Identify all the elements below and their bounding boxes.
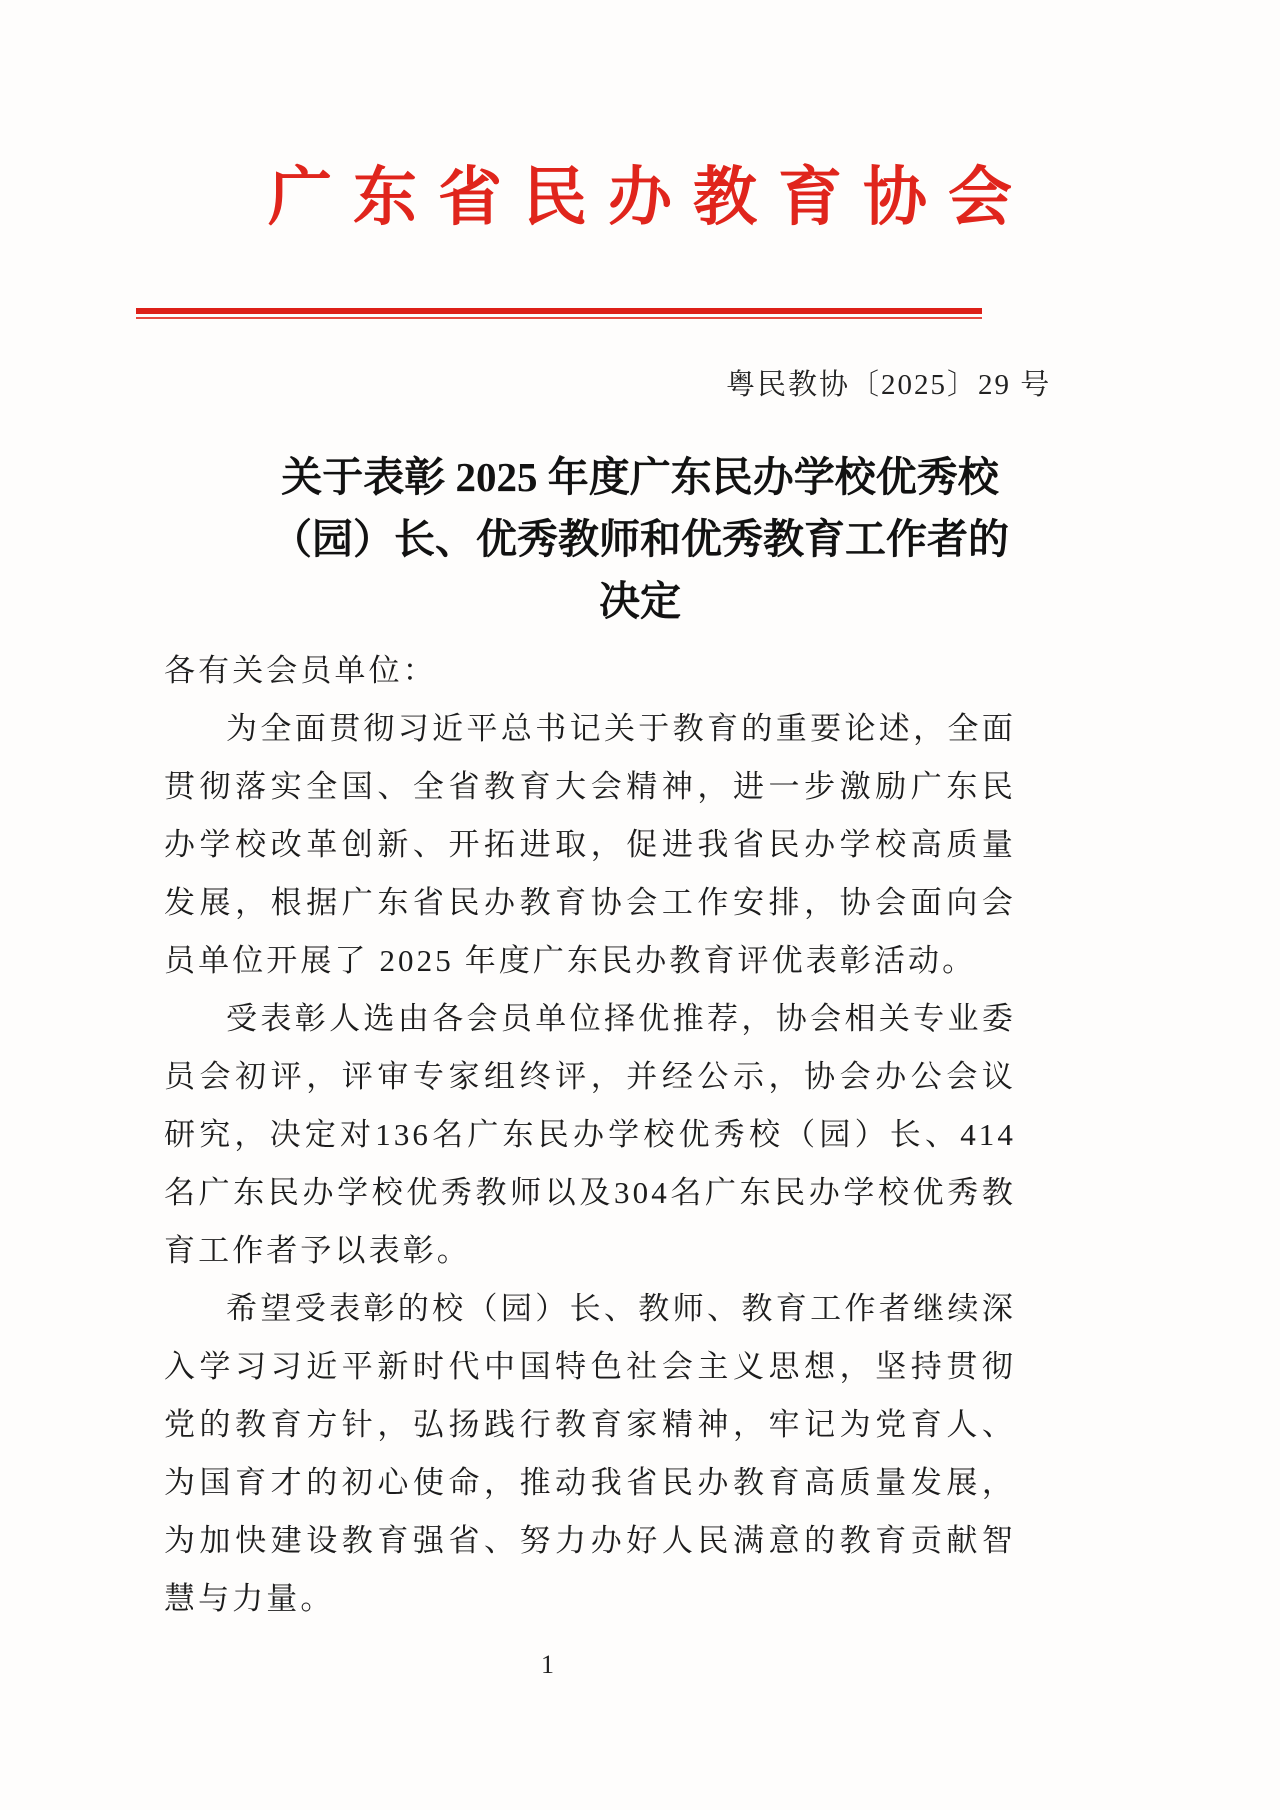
salutation: 各有关会员单位： xyxy=(164,653,437,688)
document-title-line-1: 关于表彰 2025 年度广东民办学校优秀校 xyxy=(281,454,999,500)
document-title-line-3: 决定 xyxy=(599,578,681,624)
document-body xyxy=(164,642,1016,1628)
page-number: 1 xyxy=(541,1650,554,1679)
letterhead-title: 广东省民办教育协会 xyxy=(268,162,1033,233)
document-title xyxy=(0,446,1280,632)
document-number: 粤民教协〔2025〕29 号 xyxy=(726,369,1052,401)
red-divider-thick-line xyxy=(136,308,982,314)
paragraph-1: 为全面贯彻习近平总书记关于教育的重要论述，全面贯彻落实全国、全省教育大会精神，进一步激励广东民办学校改革创新、开拓进取，促进我省民办学校高质量发展，根据广东省民办教育协会工作安排，协会面向会员单位开展了 2025 年度广东民办教育评优表彰活动。 xyxy=(164,711,1016,978)
red-divider-line xyxy=(136,308,982,319)
red-divider-thin-line xyxy=(136,317,982,319)
paragraph-3: 希望受表彰的校（园）长、教师、教育工作者继续深入学习习近平新时代中国特色社会主义思想，坚持贯彻党的教育方针，弘扬践行教育家精神，牢记为党育人、为国育才的初心使命，推动我省民办教育高质量发展，为加快建设教育强省、努力办好人民满意的教育贡献智慧与力量。 xyxy=(164,1291,1016,1616)
document-title-line-2: （园）长、优秀教师和优秀教育工作者的 xyxy=(271,516,1009,562)
paragraph-2: 受表彰人选由各会员单位择优推荐，协会相关专业委员会初评，评审专家组终评，并经公示，协会办公会议研究，决定对136名广东民办学校优秀校（园）长、414名广东民办学校优秀教师以及304名广东民办学校优秀教育工作者予以表彰。 xyxy=(164,1001,1016,1268)
